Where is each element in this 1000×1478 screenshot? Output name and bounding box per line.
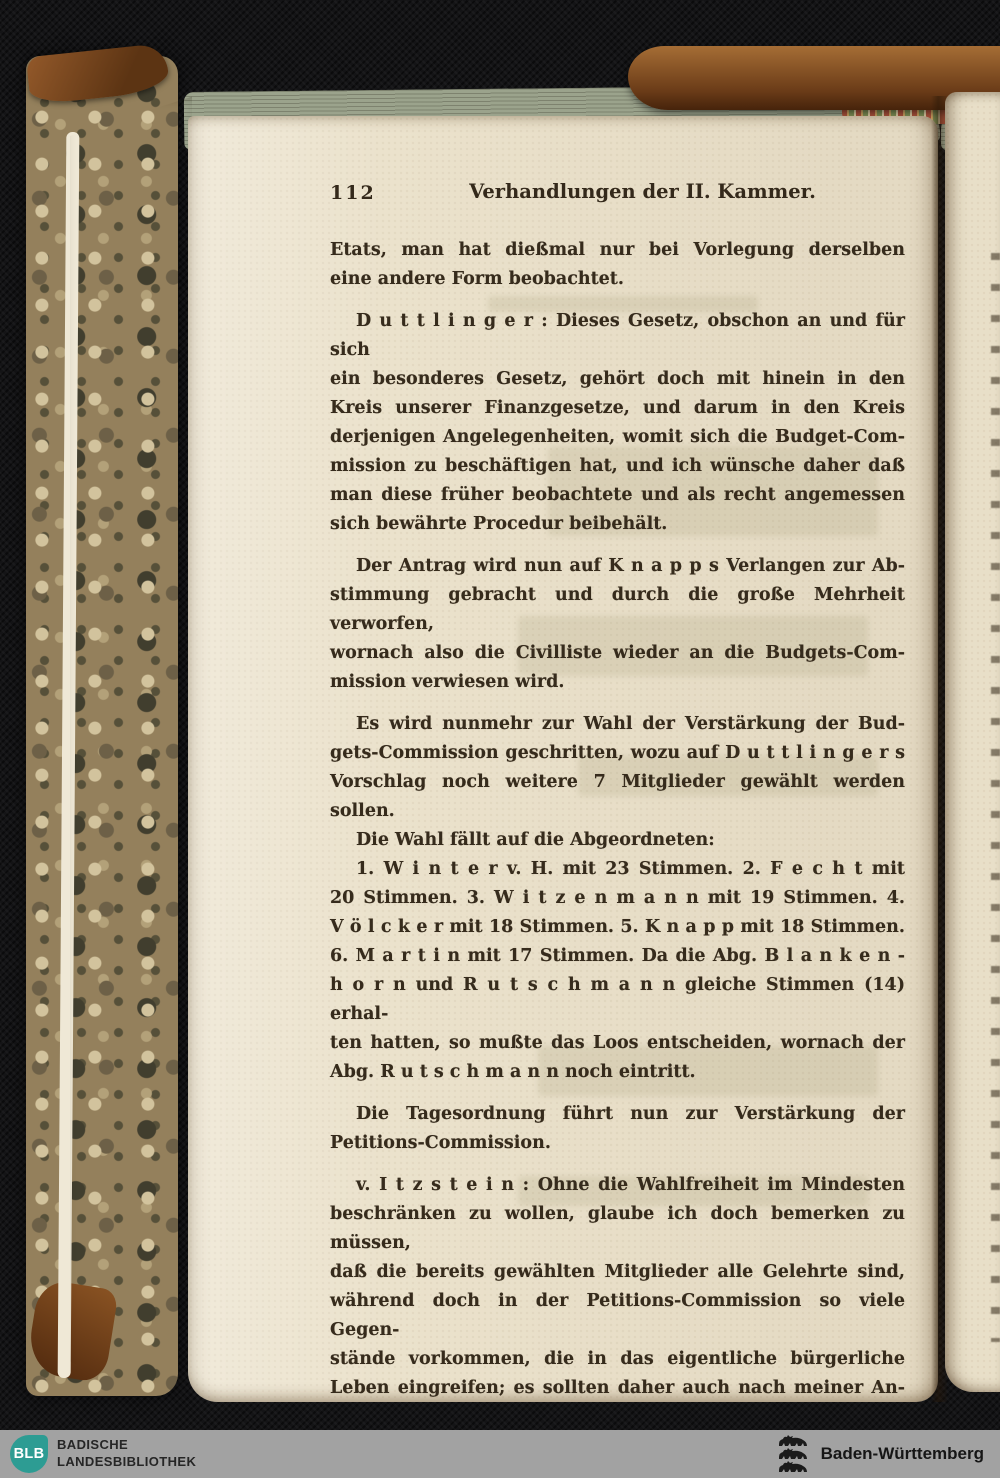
running-title: Verhandlungen der II. Kammer. — [469, 180, 816, 203]
text-line: 1. W i n t e r v. H. mit 23 Stimmen. 2. F e c h t mit — [356, 859, 905, 879]
text-line: stände vorkommen, die in das eigentliche bürgerliche — [330, 1349, 905, 1369]
text-line: mission zu beschäftigen hat, und ich wünsche daher daß — [330, 456, 905, 476]
text-line: derjenigen Angelegenheiten, womit sich die Budget-Com- — [330, 427, 905, 447]
text-line: ein besonderes Gesetz, gehört doch mit hinein in den — [330, 369, 905, 389]
text-line: Petitions-Commission. — [330, 1133, 551, 1153]
text-line: Etats, man hat dießmal nur bei Vorlegung derselben — [330, 240, 905, 260]
text-line: Die Tagesordnung führt nun zur Verstärkung der — [356, 1104, 905, 1124]
text-line: während doch in der Petitions-Commission so viele Gegen- — [330, 1291, 905, 1340]
text-line: beschränken zu wollen, glaube ich doch bemerken zu müssen, — [330, 1204, 905, 1253]
library-name-line2: LANDESBIBLIOTHEK — [57, 1454, 197, 1469]
text-line: v. I t z s t e i n : Ohne die Wahlfreiheit im Mindesten — [356, 1175, 905, 1195]
text-line: gets-Commission geschritten, wozu auf D u t t l i n g e r s — [330, 743, 905, 763]
facing-page-sliver — [945, 92, 1000, 1392]
text-line: Es wird nunmehr zur Wahl der Verstärkung der Bud- — [356, 714, 905, 734]
text-line: man diese früher beobachtete und als recht angemessen — [330, 485, 905, 505]
text-line: mission verwiesen wird. — [330, 672, 565, 692]
text-line: Der Antrag wird nun auf K n a p p s Verlangen zur Ab- — [356, 556, 905, 576]
page-header — [330, 180, 905, 210]
facing-page-text-fragments — [991, 232, 1000, 1342]
text-line: Die Wahl fällt auf die Abgeordneten: — [356, 830, 715, 850]
text-line: eine andere Form beobachtet. — [330, 269, 624, 289]
text-line: 6. M a r t i n mit 17 Stimmen. Da die Abg. B l a n k e n - — [330, 946, 905, 966]
text-line: h o r n und R u t s c h m a n n gleiche Stimmen (14) erhal- — [330, 975, 905, 1024]
blb-logo: BLB — [10, 1435, 48, 1473]
three-lions-icon — [773, 1434, 813, 1474]
footer-bar — [0, 1430, 1000, 1478]
text-line: Abg. R u t s c h m a n n noch eintritt. — [330, 1062, 696, 1082]
state-label: Baden-Württemberg — [820, 1444, 984, 1463]
library-name — [57, 1437, 196, 1471]
text-line: stimmung gebracht und durch die große Mehrheit verworfen, — [330, 585, 905, 634]
page-number: 112 — [330, 182, 376, 204]
text-block — [330, 236, 905, 1403]
page-stack-fore-edge — [70, 94, 192, 1406]
library-name-line1: BADISCHE — [57, 1437, 129, 1453]
text-line: daß die bereits gewählten Mitglieder alle Gelehrte sind, — [330, 1262, 905, 1282]
text-line: 20 Stimmen. 3. W i t z e n m a n n mit 19 Stimmen. 4. — [330, 888, 905, 908]
book-page — [188, 116, 938, 1402]
text-line: sich bewährte Procedur beibehält. — [330, 514, 668, 534]
text-line: Leben eingreifen; es sollten daher auch nach meiner An- — [330, 1378, 905, 1398]
text-line: wornach also die Civilliste wieder an die Budgets-Com- — [330, 643, 905, 663]
text-line: Vorschlag noch weitere 7 Mitglieder gewählt werden sollen. — [330, 772, 905, 821]
text-line: V ö l c k e r mit 18 Stimmen. 5. K n a p p mit 18 Stimmen. — [330, 917, 905, 937]
text-line: Kreis unserer Finanzgesetze, und darum in den Kreis — [330, 398, 905, 418]
text-line: ten hatten, so mußte das Loos entscheiden, wornach der — [330, 1033, 905, 1053]
text-line: D u t t l i n g e r : Dieses Gesetz, obschon an und für sich — [330, 311, 905, 360]
